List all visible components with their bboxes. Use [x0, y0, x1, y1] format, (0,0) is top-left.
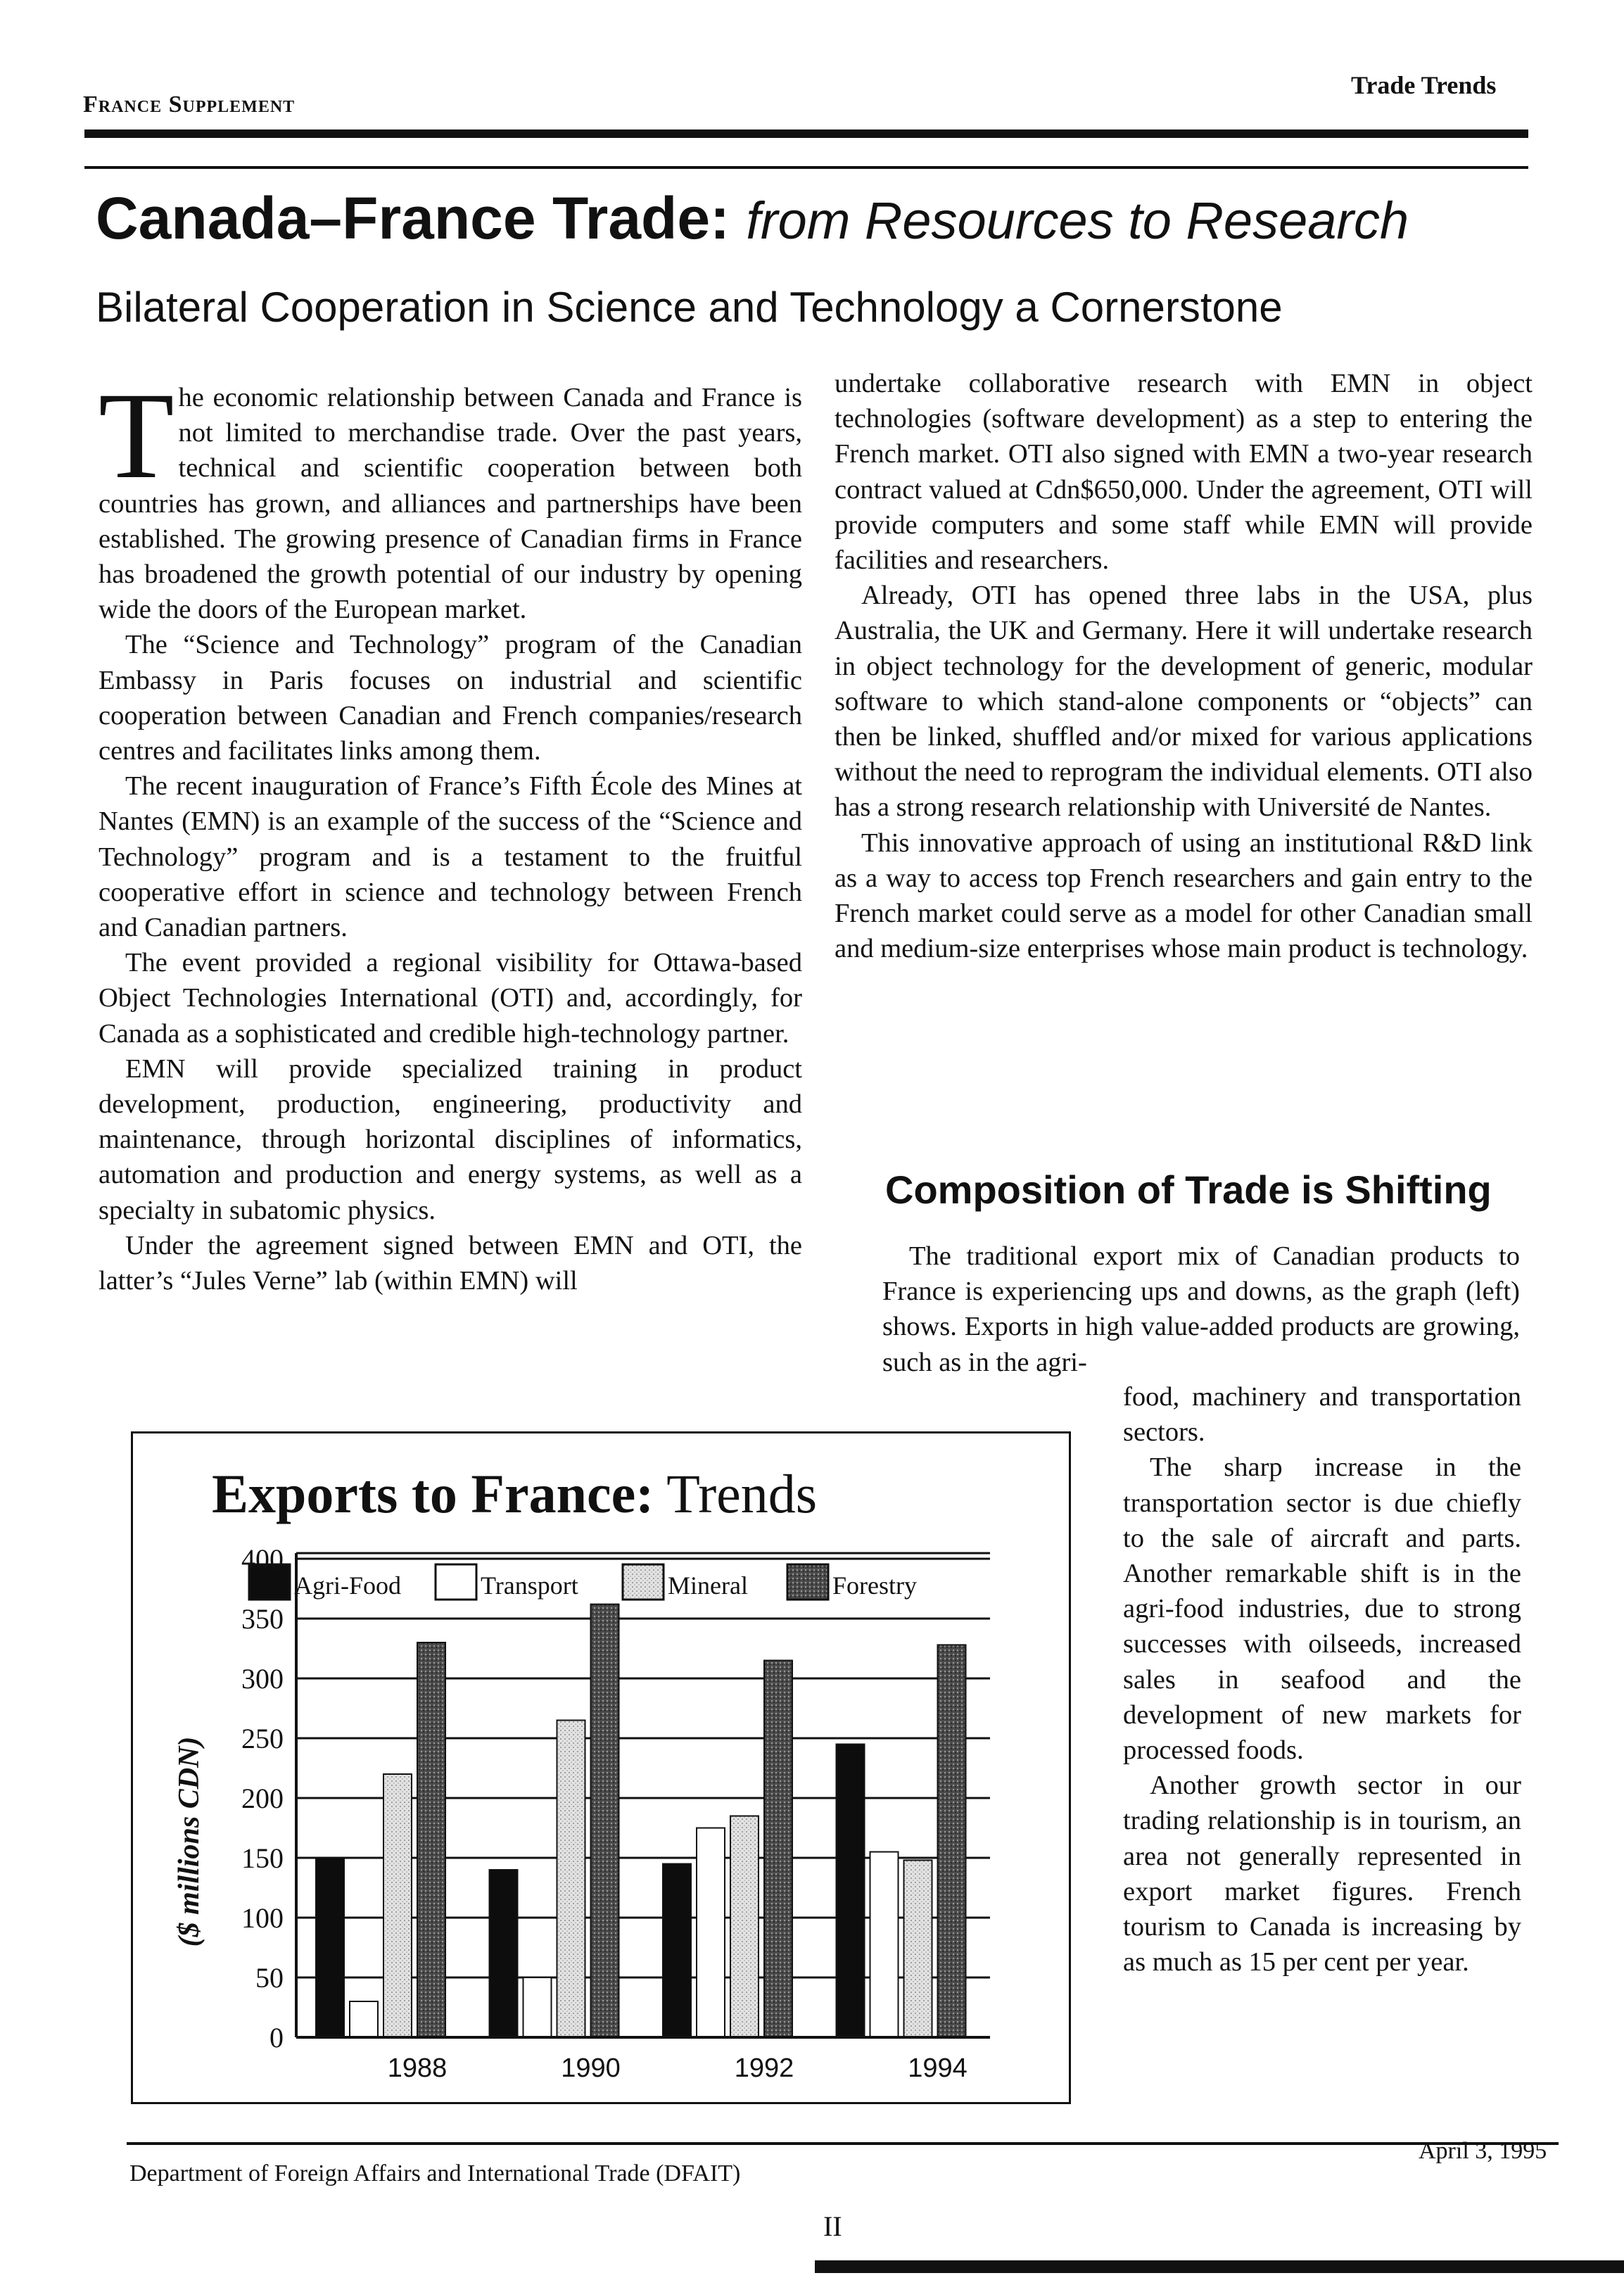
y-tick-label: 350 — [241, 1603, 284, 1635]
bar-forestry-1990 — [591, 1604, 619, 2037]
title-italic: from Resources to Research — [746, 191, 1409, 250]
bar-transport-1994 — [870, 1852, 899, 2038]
bar-forestry-1988 — [417, 1642, 445, 2037]
bar-mineral-1988 — [383, 1774, 412, 2037]
bar-transport-1988 — [350, 2001, 378, 2037]
legend-label: Mineral — [668, 1571, 748, 1600]
bar-mineral-1992 — [730, 1816, 759, 2038]
y-tick-label: 100 — [241, 1902, 284, 1934]
chart-legend — [249, 1564, 917, 1600]
legend-label: Transport — [481, 1571, 578, 1600]
y-tick-label: 250 — [241, 1723, 284, 1754]
bar-forestry-1994 — [938, 1645, 966, 2037]
paragraph: The recent inauguration of France’s Fifth École des Mines at Nantes (EMN) is an example of the success of the “Science and Technology” program and is a testament to the fruitful cooperative effort in science and technology between French and Canadian partners. — [99, 771, 802, 943]
bar-agri-food-1992 — [663, 1864, 691, 2038]
y-tick-label: 300 — [241, 1663, 284, 1695]
drop-cap: T — [99, 367, 175, 505]
footer-department: Department of Foreign Affairs and International Trade (DFAIT) — [129, 2160, 741, 2186]
x-tick-label: 1992 — [734, 2053, 794, 2083]
section-text-narrow — [1123, 1379, 1521, 1980]
x-tick-label: 1994 — [908, 2053, 968, 2083]
paragraph: This innovative approach of using an institutional R&D link as a way to access top French researchers and gain entry to the French market could serve as a model for other Canadian small and medium-size enterprises whose main product is technology. — [835, 828, 1533, 964]
legend-swatch-forestry — [787, 1564, 828, 1600]
legend-label: Agri-Food — [294, 1571, 401, 1600]
article-subtitle: Bilateral Cooperation in Science and Technology a Cornerstone — [96, 284, 1283, 331]
paragraph: The event provided a regional visibility for Ottawa-based Object Technologies International (OTI) and, accordingly, for Canada as a sophisticated and credible high-technology partner. — [99, 948, 802, 1049]
bar-transport-1992 — [697, 1828, 725, 2038]
page-number: II — [823, 2210, 842, 2242]
section-heading: Composition of Trade is Shifting — [885, 1167, 1492, 1212]
paragraph: The sharp increase in the transportation sector is due chiefly to the sale of aircraft and parts. Another remarkable shift is in the agri-food industries, due to strong successes with oilseeds, increased sales in seafood and the development of new markets for processed foods. — [1123, 1452, 1521, 1766]
paragraph: The traditional export mix of Canadian products to France is experiencing ups and downs, as the graph (left) shows. Exports in high value-added products are growing, such as in the agri- — [882, 1241, 1520, 1377]
y-tick-label: 400 — [241, 1543, 284, 1575]
legend-label: Forestry — [832, 1571, 917, 1600]
header-rule — [84, 129, 1528, 138]
bar-agri-food-1988 — [316, 1858, 344, 2037]
y-tick-label: 200 — [241, 1783, 284, 1814]
bar-mineral-1990 — [557, 1721, 585, 2038]
paragraph: undertake collaborative research with EMN in object technologies (software development) as a step to entering the French market. OTI also signed with EMN a two-year research contract valued at Cdn$650,000. Under the agreement, OTI will provide computers and some staff while EMN will provide facilities and researchers. — [835, 369, 1533, 576]
article-title — [96, 184, 1531, 253]
y-tick-label: 150 — [241, 1842, 284, 1874]
header-rule-thin — [84, 166, 1528, 169]
title-bold: Canada–France Trade: — [96, 185, 730, 251]
bar-transport-1990 — [524, 1977, 552, 2037]
chart-svg — [133, 1433, 1069, 2102]
legend-swatch-mineral — [623, 1564, 664, 1600]
footer-date: April 3, 1995 — [1419, 2138, 1547, 2164]
supplement-label: France Supplement — [83, 91, 296, 118]
paragraph: The economic relationship between Canada and France is not limited to merchandise trade. Over the past years, technical and scientific cooperation between both countries has grown, and alliances and partnerships have been established. The growing presence of Canadian firms in France has broadened the growth potential of our industry by opening wide the doors of the European market. — [99, 367, 802, 625]
bar-agri-food-1994 — [837, 1745, 865, 2038]
bar-agri-food-1990 — [490, 1870, 518, 2037]
article-column-right — [835, 366, 1533, 966]
scan-edge-bar — [815, 2260, 1624, 2273]
x-tick-label: 1990 — [561, 2053, 621, 2083]
paragraph: Already, OTI has opened three labs in the USA, plus Australia, the UK and Germany. Here it will undertake research in object technology for the development of generic, modular software to which stand-alone components or “objects” can then be linked, shuffled and/or mixed for various applications without the need to reprogram the individual elements. OTI also has a strong research relationship with Université de Nantes. — [835, 581, 1533, 823]
paragraph: food, machinery and transportation sectors. — [1123, 1382, 1521, 1448]
y-tick-label: 0 — [269, 2022, 284, 2053]
paragraph: The “Science and Technology” program of the Canadian Embassy in Paris focuses on industrial and scientific cooperation between Canadian and French companies/research centres and facilitates links among them. — [99, 630, 802, 766]
chart-bars — [316, 1604, 968, 2083]
y-tick-label: 50 — [255, 1962, 284, 1994]
publication-name: Trade Trends — [1351, 71, 1497, 99]
bar-forestry-1992 — [764, 1661, 792, 2038]
paragraph: Another growth sector in our trading relationship is in tourism, an area not generally represented in export market figures. French tourism to Canada is increasing by as much as 15 per cent per year. — [1123, 1771, 1521, 1977]
x-tick-label: 1988 — [387, 2053, 448, 2083]
footer-rule — [127, 2142, 1559, 2145]
article-column-left — [99, 367, 802, 1298]
y-axis-label: ($ millions CDN) — [173, 1736, 205, 1947]
bar-mineral-1994 — [904, 1860, 932, 2037]
chart-title: Exports to France: Trends — [212, 1463, 818, 1524]
legend-swatch-transport — [436, 1564, 476, 1600]
paragraph: Under the agreement signed between EMN and OTI, the latter’s “Jules Verne” lab (within EMN) will — [99, 1230, 802, 1296]
section-text-wide — [882, 1239, 1520, 1380]
paragraph: EMN will provide specialized training in product development, production, engineering, productivity and maintenance, through horizontal disciplines of informatics, automation and production and energy systems, as well as a specialty in subatomic physics. — [99, 1053, 802, 1225]
exports-chart — [131, 1431, 1071, 2104]
